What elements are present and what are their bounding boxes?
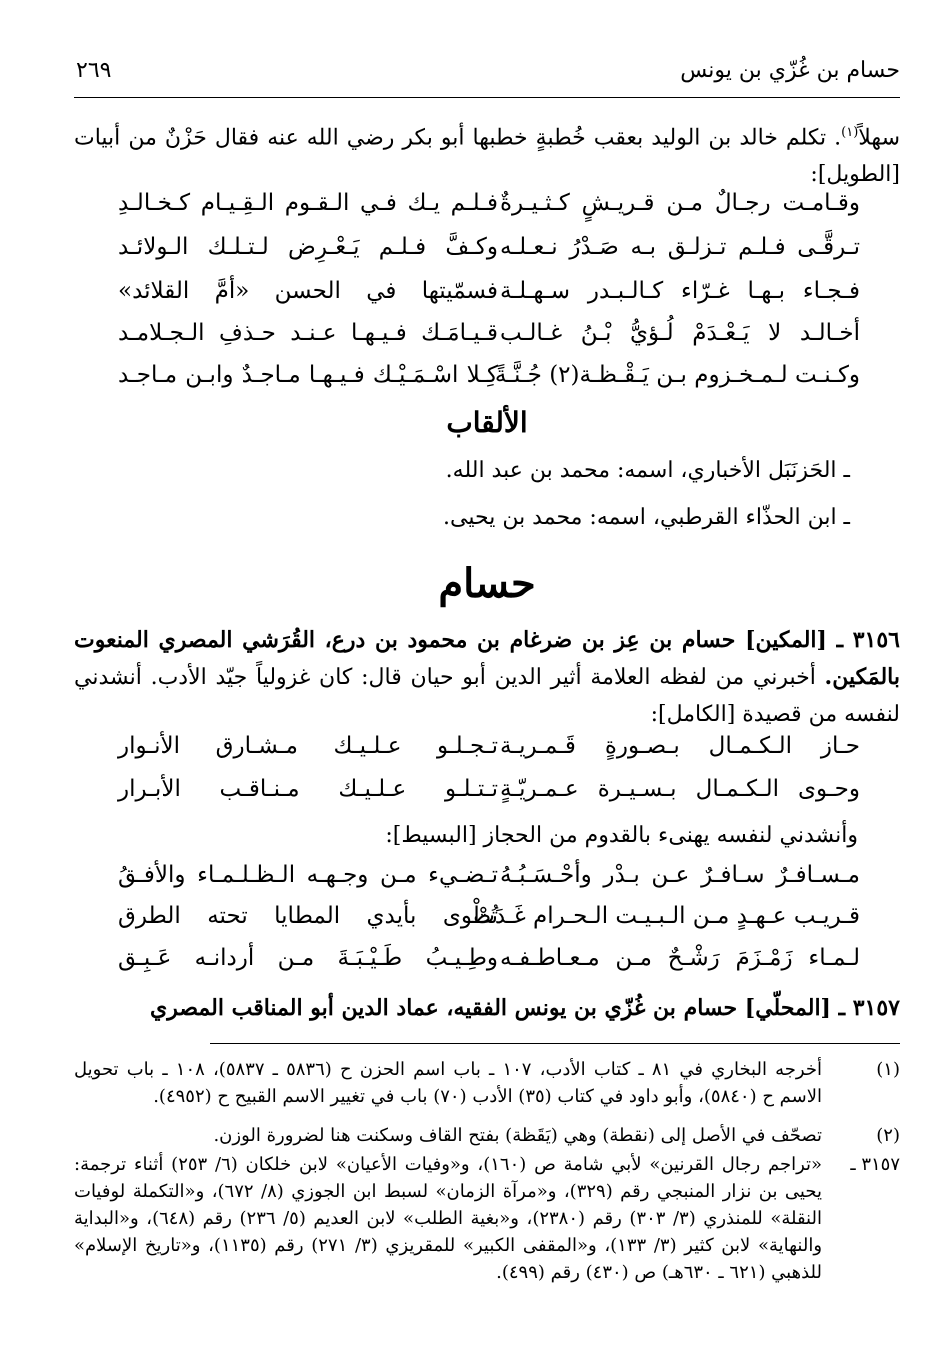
verse-second-hemistich: فسمّيتها في الحسن «أمَّ القلائد»: [118, 278, 498, 304]
poem3-verse: [74, 945, 860, 985]
verse-first-hemistich: فـجـاء بـهـا غـرّاء كـالـبـدر سـهـلـة: [500, 278, 860, 304]
verse-first-hemistich: لـمـاء زَمْـزَمَ رَشْـحٌ مـن مـعـاطـفـه: [500, 945, 860, 971]
poem3-verse: [74, 903, 860, 943]
footnote: [74, 1151, 900, 1286]
poem1-verse: [74, 320, 860, 360]
footnote-number: ٣١٥٧ ـ: [850, 1154, 900, 1175]
alqab-item: ـ ابن الحذّاء القرطبي، اسمه: محمد بن يحيى.: [443, 505, 850, 530]
entry-3156: [74, 622, 900, 733]
footnote-rule: [210, 1043, 900, 1044]
entry-3156-heading: ٣١٥٦ ـ [المكين] حسام بن عِز بن ضرغام بن محمود بن درع، القُرَشي المصري المنعوت بالمَكين.: [74, 627, 900, 690]
poem1-verse: [74, 278, 860, 318]
poem3-verse: [74, 862, 860, 902]
entry-3157-heading: ٣١٥٧ ـ [المحلّي] حسام بن غُزّي بن يونس الفقيه، عماد الدين أبو المناقب المصري: [149, 995, 900, 1021]
page-number: ٢٦٩: [76, 58, 112, 83]
footnote-text: «تراجم رجال القرنين» لأبي شامة ص (١٦٠)، و«وفيات الأعيان» لابن خلكان (٦/ ٢٥٣) أثناء ترجمة: يحيى بن نزار المنبجي رقم (٣٢٩)، و«مرآة الزمان» لسبط ابن الجوزي (٨/ ٦٧٢)، و«التكملة لوفيات النقلة» للمنذري (٣/ ٣٠٣) رقم (٢٣٨٠)، و«بغية الطلب» لابن العديم (٥/ ٢٣٦) رقم (٦٤٨)، و«البداية والنهاية» لابن كثير (٣/ ١٣٣)، و«المقفى الكبير» للمقريزي (٣/ ٢٧١) رقم (١١٣٥)، و«تاريخ الإسلام» للذهبي (٦٢١ ـ ٦٣٠هـ) ص (٤٣٠) رقم (٤٩٩).: [74, 1154, 823, 1283]
poem3-intro: وأنشدني لنفسه يهنىء بالقدوم من الحجاز [البسيط]:: [385, 823, 858, 848]
verse-first-hemistich: تـرقَّـى فـلـم تـزلـق بـه صَـدْرُ نـعـلـه: [500, 234, 860, 260]
verse-second-hemistich: وطِـيـبُ طَـيْـبَـةَ مـن أردانـه عَـبِـق: [118, 945, 498, 971]
poem1-verse: [74, 362, 860, 402]
poem2-verse: [74, 733, 860, 773]
verse-second-hemistich: فـلـم يـك فـي الـقـوم الـقِـيـام كـخـالـدِ: [118, 190, 498, 216]
intro-meter: [الطويل]:: [810, 162, 900, 188]
verse-second-hemistich: تـتـلـو عـلـيـك مـنـاقـب الأبـرار: [118, 776, 498, 802]
verse-first-hemistich: قـريـب عـهـدٍ مـن الـبـيـت الـحـرام غَـدَتْ: [473, 903, 860, 929]
section-heading: حسام: [438, 560, 536, 607]
entry-3156-text: أخبرني من لفظه العلامة أثير الدين أبو حيان قال: كان غزولياً جيّد الأدب. أنشدني لنفسه من قصيدة [الكامل]:: [74, 665, 900, 727]
footnote: [74, 1122, 900, 1149]
alqab-heading: الألقاب: [446, 406, 528, 439]
verse-first-hemistich: مـسـافـرٌ سـافـرٌ عـن بـدْر وأحْـسَـبُـهُ: [500, 862, 860, 888]
intro-text: . تكلم خالد بن الوليد بعقب خُطبةٍ خطبها أبو بكر رضي الله عنه فقال حَزْنٌ من أبيات: [74, 125, 842, 151]
verse-first-hemistich: وحـوى الـكـمـال بـسـيـرة عـمـريّـةٍ: [500, 776, 860, 802]
poem1-verse: [74, 234, 860, 274]
verse-second-hemistich: وكـفَّ فـلـم يَـعْـرِض لـتـلـك الـولائـد: [118, 234, 498, 260]
verse-second-hemistich: قـيـامَـك فـيـهـا عـنـد حـذفِ الـجـلامـد: [118, 320, 498, 346]
verse-second-hemistich: تُطْوى بأيدي المطايا تحته الطرق: [118, 903, 498, 929]
alqab-item: ـ الحَزنَبَل الأخباري، اسمه: محمد بن عبد الله.: [445, 458, 850, 483]
verse-first-hemistich: وقـامـت رجـالٌ مـن قـريـشٍ كـثـيـرةٌ: [500, 190, 860, 216]
verse-first-hemistich: حـاز الـكـمـال بـصـورةٍ قَـمـريـة: [500, 733, 860, 759]
footnote-number: (٢): [876, 1125, 900, 1146]
intro-word: سهلاً: [858, 125, 900, 151]
verse-second-hemistich: تـضـيء مـن وجـهـه الـظـلـمـاء والأفـقُ: [118, 862, 498, 888]
running-header-title: حسام بن غُزّي بن يونس: [680, 58, 900, 83]
verse-first-hemistich: وكـنـت لـمـخـزوم بـن يَـقْـظـة(٢) جُـنَّـةً: [494, 362, 860, 388]
verse-first-hemistich: أخـالـد لا يَـعْـدَمْ لُـؤيُّ بْـنُ غـالـب: [500, 320, 860, 346]
footnote: [74, 1056, 900, 1110]
header-rule: [74, 97, 900, 98]
poem2-verse: [74, 776, 860, 816]
footnote-text: تصحّف في الأصل إلى (نقطة) وهي (يَقَظة) بفتح القاف وسكنت هنا لضرورة الوزن.: [213, 1125, 822, 1146]
intro-paragraph: [74, 114, 900, 193]
footnote-mark-1[interactable]: (١): [841, 125, 859, 140]
footnote-text: أخرجه البخاري في ٨١ ـ كتاب الأدب، ١٠٧ ـ باب اسم الحزن ح (٥٨٣٦ ـ ٥٨٣٧)، ١٠٨ ـ باب تحويل الاسم ح (٥٨٤٠)، وأبو داود في كتاب (٣٥) الأدب (٧٠) باب في تغيير الاسم القبيح ح (٤٩٥٢).: [74, 1059, 822, 1107]
verse-second-hemistich: كِـلا اسْـمَـيْـك فـيـهـا مـاجـدٌ وابـن مـاجـد: [118, 362, 498, 388]
poem1-verse: [74, 190, 860, 230]
footnote-number: (١): [876, 1059, 900, 1080]
verse-second-hemistich: تـجـلـو عـلـيـك مـشـارق الأنـوار: [118, 733, 498, 759]
